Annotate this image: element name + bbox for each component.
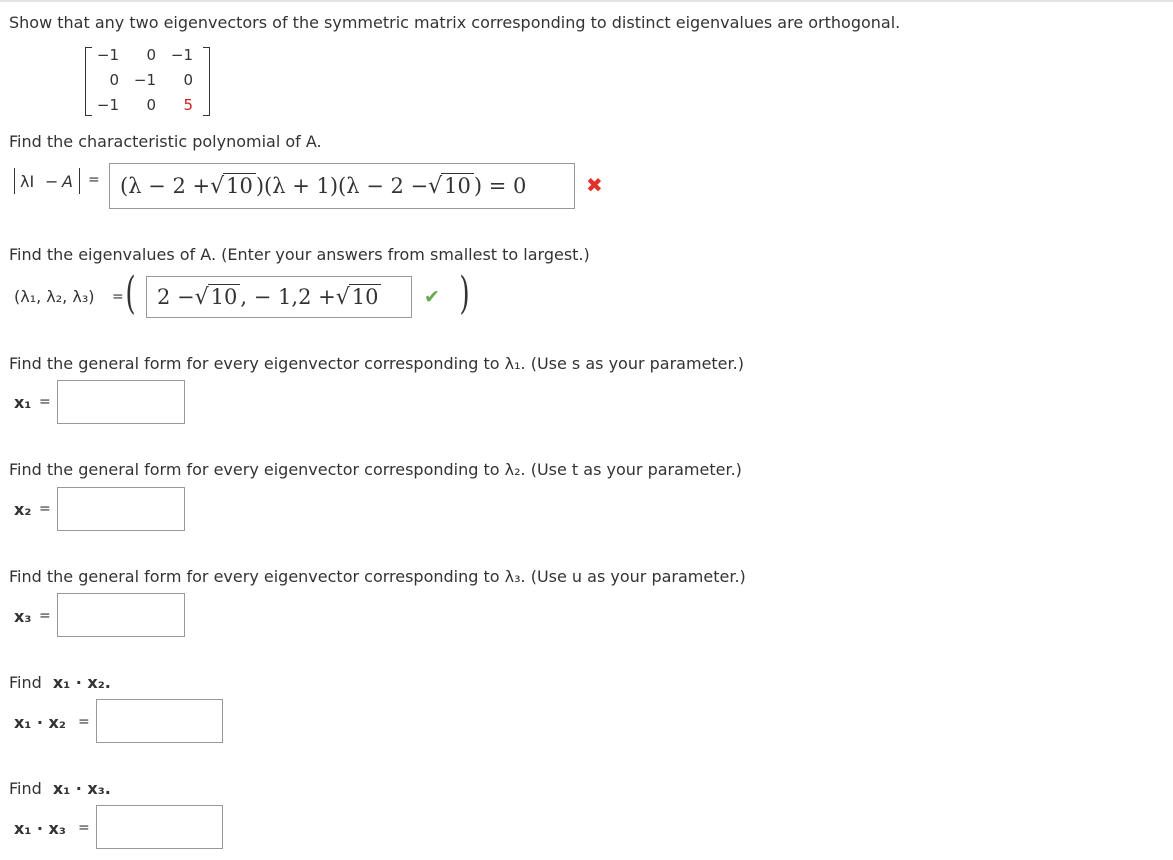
eigvec1-prompt: Find the general form for every eigenvector corresponding to λ₁. (Use s as your parameter.) xyxy=(9,354,744,373)
matrix-cell: 0 xyxy=(109,71,119,89)
minus-sign: − xyxy=(45,172,59,191)
poly-part: )(λ + 1)(λ − 2 − xyxy=(255,174,429,198)
matrix-cell: −1 xyxy=(170,46,193,64)
eigenvalues-answer-field[interactable] xyxy=(146,276,412,318)
equals-sign: = xyxy=(39,608,51,624)
dot13-input[interactable] xyxy=(96,805,223,849)
x2-label: x₂ xyxy=(14,500,32,519)
poly-part: (λ − 2 + xyxy=(120,174,211,198)
find-label: Find xyxy=(9,779,42,798)
matrix-left-bracket xyxy=(85,47,92,116)
dot13-prompt xyxy=(9,779,111,798)
eigenvalue-part: , − 1,2 + xyxy=(240,285,336,309)
sqrt-expr: √10 xyxy=(210,174,256,199)
matrix-cell: 0 xyxy=(183,71,193,89)
cross-icon: ✖ xyxy=(586,173,603,197)
x1-label: x₁ xyxy=(14,393,32,412)
x3-input[interactable] xyxy=(57,593,185,637)
x1-input[interactable] xyxy=(57,380,185,424)
poly-part: ) = 0 xyxy=(473,174,527,198)
x3-label: x₃ xyxy=(14,607,32,626)
eigvec3-prompt: Find the general form for every eigenvector corresponding to λ₃. (Use u as your parameter.) xyxy=(9,567,746,586)
dot12-prompt xyxy=(9,673,111,692)
right-paren: ) xyxy=(459,268,470,319)
eigenvalues-prompt: Find the eigenvalues of A. (Enter your answers from smallest to largest.) xyxy=(9,245,590,264)
equals-sign: = xyxy=(78,820,90,836)
matrix-cell: −1 xyxy=(133,71,156,89)
sqrt-expr: √10 xyxy=(428,174,474,199)
dot13-label: x₁ · x₃ xyxy=(14,819,66,838)
dot12-input[interactable] xyxy=(96,699,223,743)
matrix-right-bracket xyxy=(203,47,210,116)
matrix-A xyxy=(85,44,210,119)
equals-sign: = xyxy=(39,501,51,517)
dot12-label: x₁ · x₂ xyxy=(14,713,66,732)
left-paren: ( xyxy=(125,268,136,319)
matrix-cell: −1 xyxy=(96,96,119,114)
x2-input[interactable] xyxy=(57,487,185,531)
dot13-expr: x₁ · x₃. xyxy=(52,779,111,798)
matrix-cell-highlight: 5 xyxy=(183,96,193,114)
char-poly-answer-field[interactable] xyxy=(109,163,575,209)
abs-bar-right xyxy=(79,168,80,194)
char-poly-prompt: Find the characteristic polynomial of A. xyxy=(9,132,322,151)
equals-sign: = xyxy=(39,394,51,410)
eigenvalues-label: (λ₁, λ₂, λ₃) xyxy=(14,287,95,306)
matrix-cell: 0 xyxy=(146,46,156,64)
equals-sign: = xyxy=(88,172,100,188)
dot12-expr: x₁ · x₂. xyxy=(52,673,111,692)
equals-sign: = xyxy=(112,289,124,305)
sqrt-expr: √10 xyxy=(195,285,241,310)
top-divider xyxy=(0,0,1173,2)
matrix-cell: −1 xyxy=(96,46,119,64)
eigenvalue-part: 2 − xyxy=(157,285,195,309)
equals-sign: = xyxy=(78,714,90,730)
abs-bar-left xyxy=(14,168,15,194)
matrix-A-label: A xyxy=(62,172,73,191)
check-icon: ✔ xyxy=(424,286,440,308)
matrix-cell: 0 xyxy=(146,96,156,114)
sqrt-expr: √10 xyxy=(336,285,382,310)
problem-statement: Show that any two eigenvectors of the symmetric matrix corresponding to distinct eigenvalues are orthogonal. xyxy=(9,13,901,32)
find-label: Find xyxy=(9,673,42,692)
lambda-I-label: λI xyxy=(20,172,35,191)
eigvec2-prompt: Find the general form for every eigenvector corresponding to λ₂. (Use t as your parameter.) xyxy=(9,460,742,479)
